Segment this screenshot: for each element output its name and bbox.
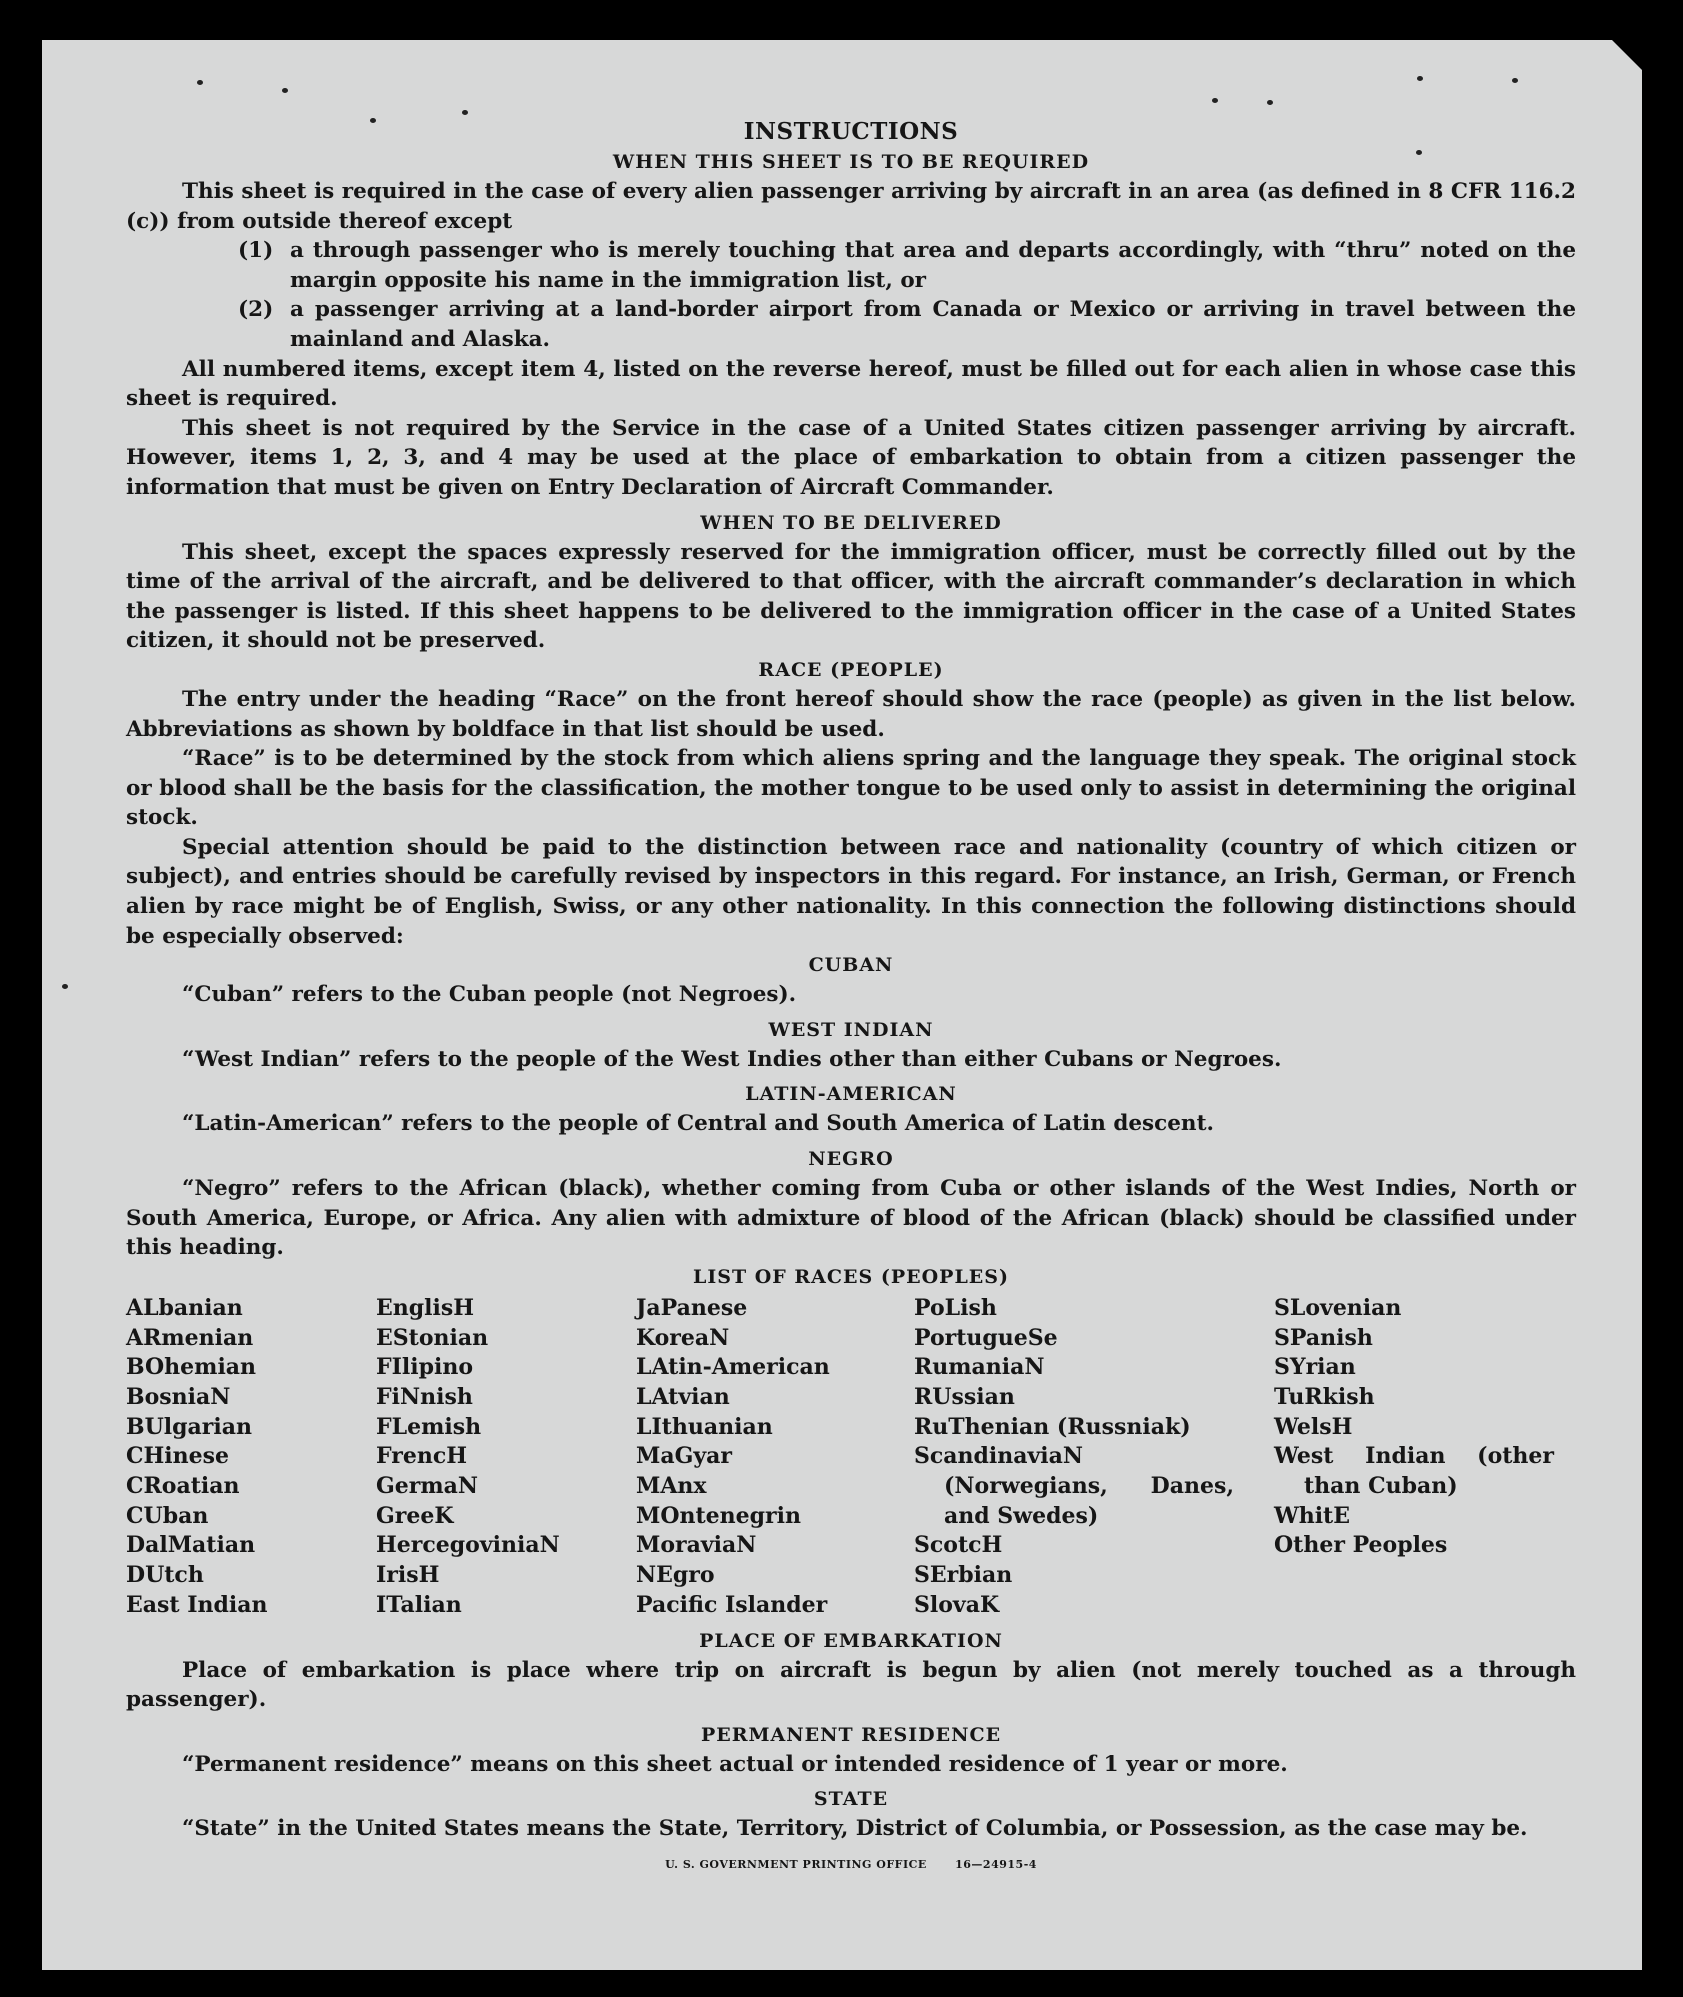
race-entry: RUssian — [914, 1383, 1015, 1410]
race-column — [376, 1294, 636, 1621]
race-entry: LAtin-American — [636, 1354, 830, 1381]
race-entry: JaPanese — [636, 1294, 748, 1321]
race-column — [1274, 1294, 1562, 1621]
document-page — [42, 40, 1642, 1970]
item-text: a through passenger who is merely touching that area and departs accordingly, with “thru” noted on the margin opposite his name in the immigration list, or — [290, 238, 1576, 293]
race-column — [126, 1294, 376, 1621]
heading-latin-american: LATIN-AMERICAN — [745, 1083, 957, 1106]
race-entry: BosniaN — [126, 1383, 231, 1410]
race-entry: MAnx — [636, 1473, 707, 1500]
race-entry: ARmenian — [126, 1324, 254, 1351]
paragraph: “West Indian” refers to the people of the West Indies other than either Cubans or Negroes. — [182, 1046, 1282, 1072]
race-entry: FrencH — [376, 1443, 467, 1470]
race-entry: BOhemian — [126, 1354, 257, 1381]
race-entry: WelsH — [1274, 1413, 1353, 1440]
race-entry: FLemish — [376, 1413, 482, 1440]
race-entry: HercegoviniaN — [376, 1532, 560, 1559]
exception-item — [238, 236, 1576, 295]
race-entry: BUlgarian — [126, 1413, 252, 1440]
race-list — [126, 1294, 1576, 1621]
ink-speck — [1416, 150, 1422, 155]
paragraph: This sheet, except the spaces expressly reserved for the immigration officer, must be correctly filled out by the time of the arrival of the aircraft, and be delivered to that officer, with the aircraft commander’s declaration in which the passenger is listed. If this sheet happens to be delivered to the immigration officer in the case of a United States citizen, it should not be preserved. — [126, 539, 1576, 654]
heading-embarkation: PLACE OF EMBARKATION — [699, 1629, 1003, 1652]
heading-when-delivered: WHEN TO BE DELIVERED — [700, 511, 1002, 534]
race-entry: SPanish — [1274, 1324, 1373, 1351]
race-entry: GermaN — [376, 1473, 479, 1500]
race-entry: GreeK — [376, 1502, 454, 1529]
item-number: (1) — [238, 238, 274, 264]
race-entry: PortugueSe — [914, 1324, 1058, 1351]
ink-speck — [1212, 98, 1218, 103]
heading-west-indian: WEST INDIAN — [768, 1018, 934, 1041]
race-entry: MOntenegrin — [636, 1502, 801, 1529]
race-entry: CHinese — [126, 1443, 230, 1470]
page-title: INSTRUCTIONS — [743, 118, 959, 145]
race-entry: CRoatian — [126, 1473, 240, 1500]
exception-item — [238, 295, 1576, 354]
race-entry: SlovaK — [914, 1591, 1000, 1618]
heading-state: STATE — [813, 1788, 889, 1811]
race-entry: MoraviaN — [636, 1532, 757, 1559]
ink-speck — [1512, 78, 1518, 83]
race-entry: LAtvian — [636, 1383, 730, 1410]
paragraph: “Race” is to be determined by the stock from which aliens spring and the language they speak. The original stock or blood shall be the basis for the classification, the mother tongue to be used only to assist in determining the original stock. — [126, 746, 1576, 831]
race-column — [636, 1294, 914, 1621]
race-entry: East Indian — [126, 1591, 268, 1618]
race-entry: EStonian — [376, 1324, 489, 1351]
race-entry: FIlipino — [376, 1354, 474, 1381]
race-column — [914, 1294, 1274, 1621]
heading-negro: NEGRO — [808, 1148, 894, 1171]
heading-cuban: CUBAN — [808, 954, 894, 977]
race-entry: DalMatian — [126, 1532, 256, 1559]
heading-race: RACE (PEOPLE) — [758, 658, 944, 681]
ink-speck — [1417, 76, 1423, 81]
ink-speck — [282, 88, 288, 93]
ink-speck — [1267, 100, 1273, 105]
race-entry: WhitE — [1274, 1502, 1350, 1529]
race-entry: ITalian — [376, 1591, 462, 1618]
printer-imprint — [126, 1858, 1576, 1871]
paragraph: “Permanent residence” means on this sheet actual or intended residence of 1 year or more. — [182, 1751, 1288, 1777]
paragraph: “Latin-American” refers to the people of Central and South America of Latin descent. — [182, 1111, 1214, 1137]
race-entry: TuRkish — [1274, 1383, 1375, 1410]
race-entry: Pacific Islander — [636, 1591, 828, 1618]
paragraph: Place of embarkation is place where trip on aircraft is begun by alien (not merely touched as a through passenger). — [126, 1657, 1576, 1713]
race-entry: SYrian — [1274, 1354, 1356, 1381]
race-entry: SLovenian — [1274, 1294, 1402, 1321]
race-entry: ALbanian — [126, 1294, 243, 1321]
race-entry: RumaniaN — [914, 1354, 1045, 1381]
item-number: (2) — [238, 297, 274, 323]
ink-speck — [197, 80, 203, 85]
paragraph: This sheet is not required by the Service in the case of a United States citizen passenger arriving by aircraft. However, items 1, 2, 3, and 4 may be used at the place of embarkation to obtain from a citizen passenger the information that must be given on Entry Declaration of Aircraft Commander. — [126, 415, 1576, 500]
race-entry: RuThenian (Russniak) — [914, 1413, 1191, 1440]
paragraph: “Cuban” refers to the Cuban people (not Negroes). — [182, 982, 797, 1008]
heading-permanent-residence: PERMANENT RESIDENCE — [700, 1723, 1002, 1746]
race-entry: DUtch — [126, 1562, 204, 1589]
form-code: 16—24915-4 — [955, 1857, 1037, 1871]
item-text: a passenger arriving at a land-border airport from Canada or Mexico or arriving in travel between the mainland and Alaska. — [290, 297, 1576, 352]
paragraph: Special attention should be paid to the distinction between race and nationality (country of which citizen or subject), and entries should be carefully revised by inspectors in this regard. For instance, an Irish, German, or French alien by race might be of English, Swiss, or any other nationality. In this connection the following distinctions should be especially observed: — [126, 834, 1576, 949]
race-entry: MaGyar — [636, 1443, 733, 1470]
race-entry: LIthuanian — [636, 1413, 773, 1440]
race-entry: SErbian — [914, 1562, 1013, 1589]
folded-corner — [1612, 40, 1642, 70]
race-entry: CUban — [126, 1502, 209, 1529]
race-entry: FiNnish — [376, 1383, 473, 1410]
paragraph: “State” in the United States means the State, Territory, District of Columbia, or Possession, as the case may be. — [182, 1816, 1528, 1842]
ink-speck — [62, 984, 68, 989]
race-entry: ScotcH — [914, 1532, 1003, 1559]
race-entry: EnglisH — [376, 1294, 475, 1321]
heading-list-of-races: LIST OF RACES (PEOPLES) — [693, 1265, 1009, 1288]
race-entry: West Indian (other than Cuban) — [1274, 1443, 1562, 1500]
ink-speck — [370, 118, 376, 123]
race-entry: NEgro — [636, 1562, 715, 1589]
race-entry: KoreaN — [636, 1324, 730, 1351]
heading-when-required: WHEN THIS SHEET IS TO BE REQUIRED — [612, 151, 1090, 173]
ink-speck — [462, 110, 468, 115]
printer-name: U. S. GOVERNMENT PRINTING OFFICE — [665, 1857, 927, 1871]
race-entry: Other Peoples — [1274, 1532, 1448, 1559]
race-entry: IrisH — [376, 1562, 440, 1589]
paragraph: “Negro” refers to the African (black), whether coming from Cuba or other islands of the West Indies, North or South America, Europe, or Africa. Any alien with admixture of blood of the African (black) should be classified under this heading. — [126, 1176, 1576, 1261]
race-entry: ScandinaviaN (Norwegians, Danes, and Swedes) — [914, 1443, 1242, 1529]
paragraph: This sheet is required in the case of every alien passenger arriving by aircraft in an area (as defined in 8 CFR 116.2 (c)) from outside thereof except — [126, 179, 1576, 234]
paragraph: The entry under the heading “Race” on the front hereof should show the race (people) as given in the list below. Abbreviations as shown by boldface in that list should be used. — [126, 686, 1576, 742]
paragraph: All numbered items, except item 4, listed on the reverse hereof, must be filled out for each alien in whose case this sheet is required. — [126, 356, 1576, 412]
race-entry: PoLish — [914, 1294, 997, 1321]
